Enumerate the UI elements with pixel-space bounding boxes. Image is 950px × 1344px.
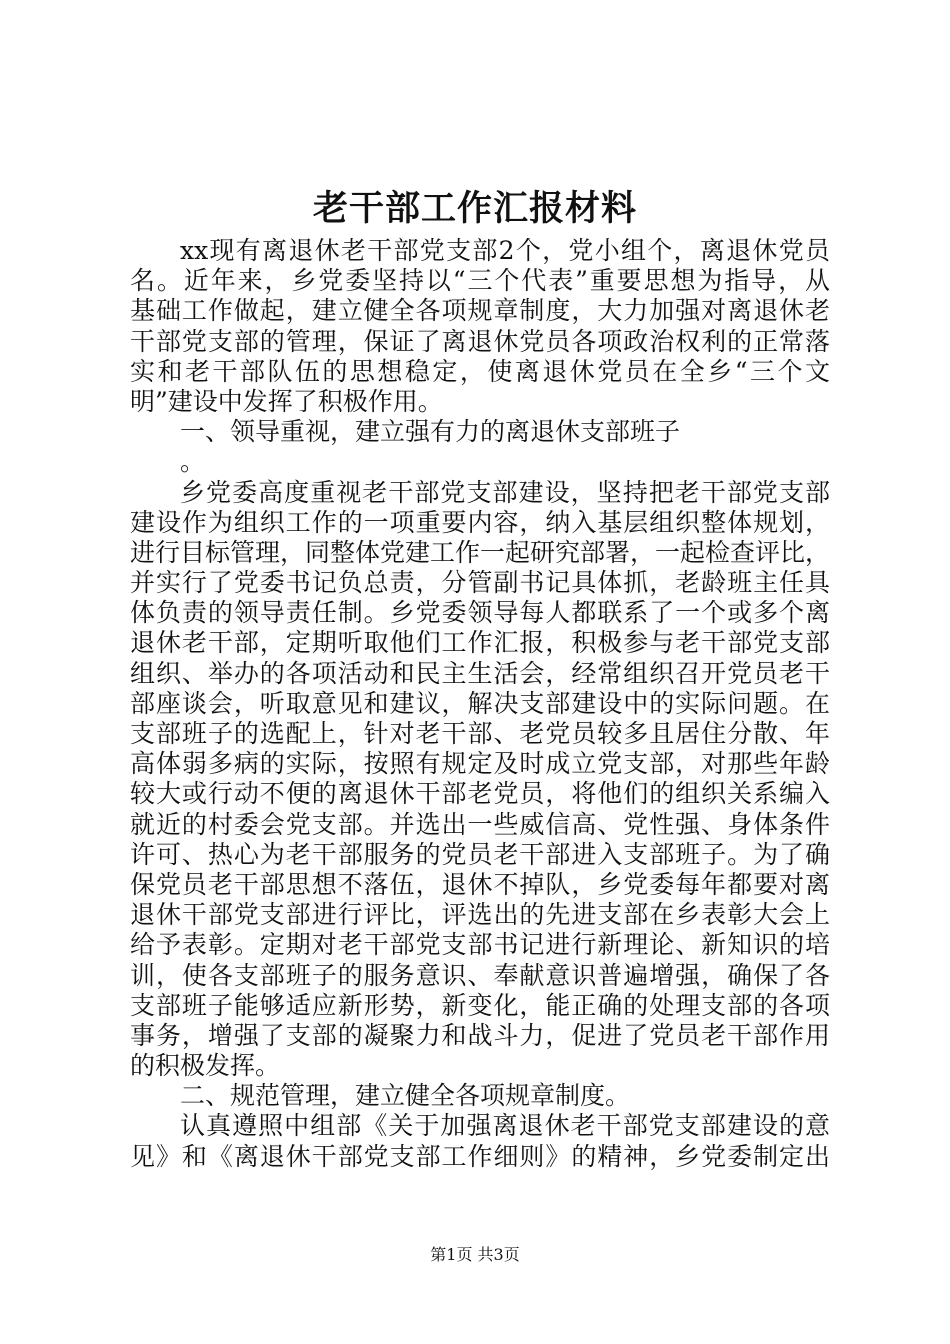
body-line: 明”建设中发挥了积极作用。 xyxy=(130,386,443,416)
body-line: 体负责的领导责任制。乡党委领导每人都联系了一个或多个离 xyxy=(130,598,830,628)
body-line: 退休老干部，定期听取他们工作汇报，积极参与老干部党支部 xyxy=(130,628,830,658)
document-title: 老干部工作汇报材料 xyxy=(312,188,637,229)
body-line: 支部班子的选配上，针对老干部、老党员较多且居住分散、年 xyxy=(130,719,830,748)
body-line: 进行目标管理，同整体党建工作一起研究部署，一起检查评比， xyxy=(130,537,831,567)
body-line: 见》和《离退休干部党支部工作细则》的精神，乡党委制定出 xyxy=(130,1141,830,1171)
body-line: 的积极发挥。 xyxy=(130,1051,281,1081)
body-line: 较大或行动不便的离退休干部老党员，将他们的组织关系编入 xyxy=(130,779,830,809)
document-body xyxy=(130,236,830,1172)
body-line: 退休干部党支部进行评比，评选出的先进支部在乡表彰大会上 xyxy=(130,900,830,930)
body-line: 支部班子能够适应新形势，新变化，能正确的处理支部的各项 xyxy=(130,990,830,1020)
section-heading: 二、规范管理，建立健全各项规章制度。 xyxy=(180,1081,631,1111)
body-line: 名。近年来，乡党委坚持以“三个代表”重要思想为指导，从 xyxy=(130,266,830,296)
body-line: 给予表彰。定期对老干部党支部书记进行新理论、新知识的培 xyxy=(130,930,830,960)
body-line: 建设作为组织工作的一项重要内容，纳入基层组织整体规划， xyxy=(130,507,830,537)
body-line: 基础工作做起，建立健全各项规章制度，大力加强对离退休老 xyxy=(130,296,830,326)
body-line: 部座谈会，听取意见和建议，解决支部建设中的实际问题。在 xyxy=(130,688,830,718)
body-line: 就近的村委会党支部。并选出一些威信高、党性强、身体条件 xyxy=(130,809,830,839)
body-line: 干部党支部的管理，保证了离退休党员各项政治权利的正常落 xyxy=(130,326,830,356)
body-line: 乡党委高度重视老干部党支部建设，坚持把老干部党支部 xyxy=(180,477,830,507)
body-line: 实和老干部队伍的思想稳定，使离退休党员在全乡“三个文 xyxy=(130,356,830,386)
body-line: xx现有离退休老干部党支部2个，党小组个，离退休党员 xyxy=(180,236,830,265)
body-line: 训，使各支部班子的服务意识、奉献意识普遍增强，确保了各 xyxy=(130,960,830,990)
body-line: 保党员老干部思想不落伍，退休不掉队，乡党委每年都要对离 xyxy=(130,869,830,899)
body-line: 并实行了党委书记负总责，分管副书记具体抓，老龄班主任具 xyxy=(130,568,830,598)
body-line: 组织、举办的各项活动和民主生活会，经常组织召开党员老干 xyxy=(130,658,830,688)
body-line: 高体弱多病的实际，按照有规定及时成立党支部，对那些年龄 xyxy=(130,749,830,779)
body-line: 许可、热心为老干部服务的党员老干部进入支部班子。为了确 xyxy=(130,839,830,869)
section-heading: 一、领导重视，建立强有力的离退休支部班子 xyxy=(180,417,681,447)
page-footer: 第1页 共3页 xyxy=(430,1245,520,1264)
body-line: 认真遵照中组部《关于加强离退休老干部党支部建设的意 xyxy=(180,1111,830,1141)
body-line: 事务，增强了支部的凝聚力和战斗力，促进了党员老干部作用 xyxy=(130,1020,830,1050)
body-line: 。 xyxy=(180,447,206,477)
